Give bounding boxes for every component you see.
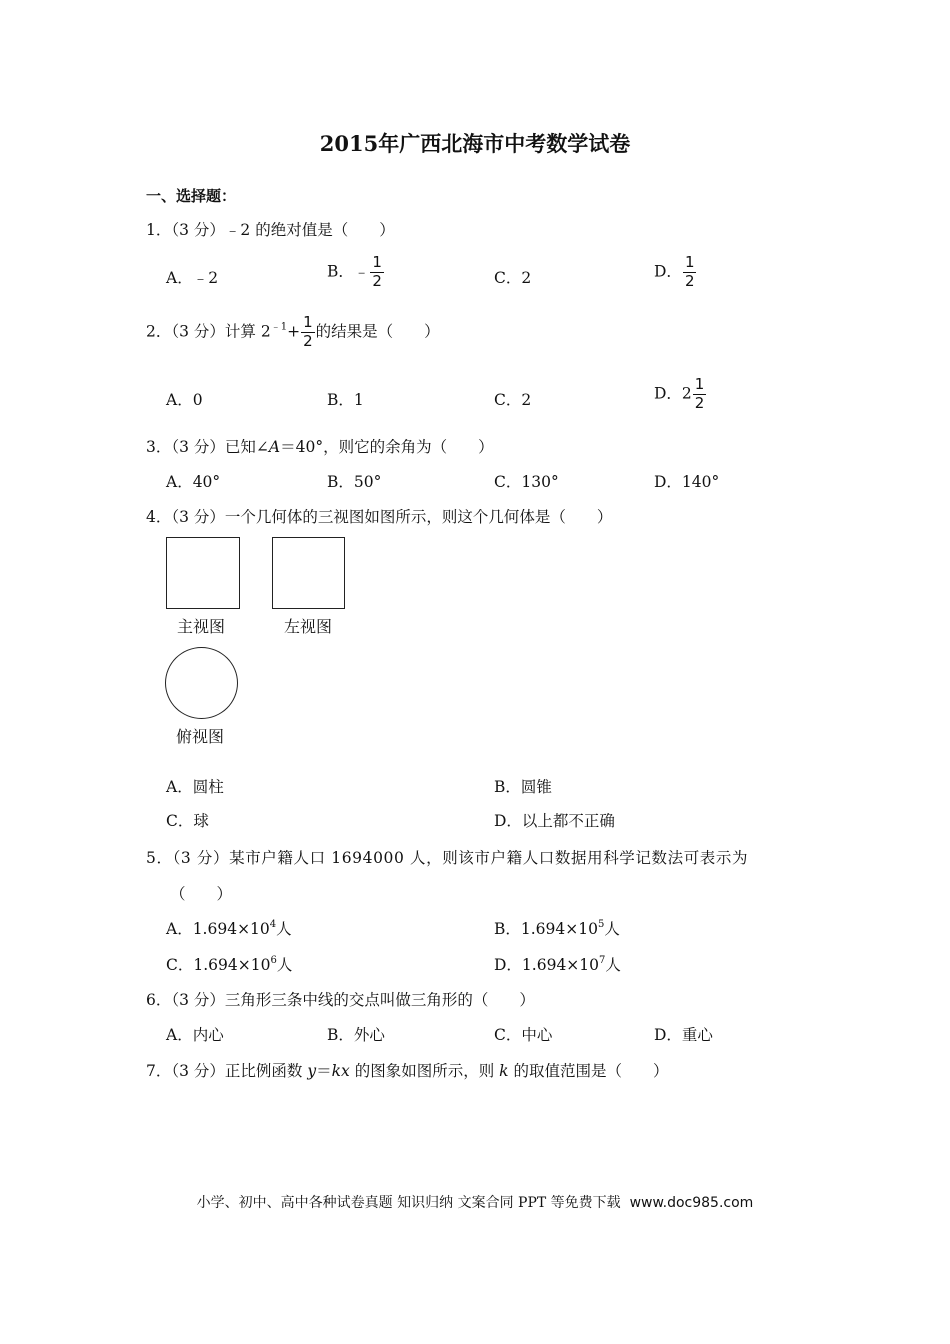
top-view-label: 俯视图 (176, 727, 225, 746)
question-4 (146, 505, 612, 527)
option-c: C．中心 (494, 1026, 553, 1044)
question-6 (146, 988, 535, 1010)
option-d (494, 953, 621, 975)
question-5 (146, 846, 748, 868)
question-2 (146, 315, 440, 350)
plus-sign: + (287, 322, 301, 341)
question-3 (146, 435, 494, 457)
question-stem-part: 的取值范围是（ ） (508, 1062, 669, 1080)
option-c: C．2 (494, 391, 532, 409)
question-stem-part: 的结果是（ ） (315, 322, 440, 341)
option-d: D．重心 (654, 1026, 713, 1044)
question-number: 3． (146, 438, 172, 456)
fraction-numerator: 1 (694, 375, 705, 393)
exponent: 5 (597, 919, 605, 930)
option-d (654, 377, 707, 412)
variable: y (307, 1062, 317, 1080)
front-view-label: 主视图 (177, 617, 226, 636)
question-score: （3 分） (171, 1062, 225, 1080)
fraction-numerator: 1 (372, 253, 382, 271)
option-c (166, 953, 292, 975)
option-c: C．130° (494, 473, 559, 491)
option-a: A．内心 (166, 1026, 224, 1044)
unit: 人 (605, 956, 621, 974)
option-d: D．以上都不正确 (494, 812, 615, 830)
option-b: B．50° (327, 473, 382, 491)
option-b (494, 917, 620, 939)
option-d (654, 255, 697, 290)
exponent: 7 (599, 955, 606, 966)
exponent: 4 (269, 919, 277, 930)
question-stem: ﹣2 的绝对值是（ ） (224, 221, 395, 239)
section-heading: 一、选择题： (146, 187, 237, 205)
option-a: A．40° (166, 473, 221, 491)
top-view-circle (165, 647, 238, 719)
unit: 人 (276, 920, 292, 938)
question-score: （3 分） (171, 438, 225, 456)
question-stem: 三角形三条中线的交点叫做三角形的（ ） (224, 991, 535, 1009)
option-b: B．1 (327, 391, 364, 409)
fraction-denominator: 2 (303, 331, 313, 350)
footer-site-link[interactable]: www.doc985.com (629, 1195, 754, 1211)
question-stem: 一个几何体的三视图如图所示，则这个几何体是（ ） (224, 508, 613, 526)
question-number: 1． (146, 221, 172, 239)
option-a: A．﹣2 (166, 269, 219, 287)
option-d-label: D．2 (654, 384, 692, 403)
question-5-continuation: （ ） (170, 885, 233, 903)
question-number: 4． (146, 508, 172, 526)
question-score: （3 分） (171, 322, 225, 341)
question-number: 2． (146, 322, 172, 341)
option-b: B．圆锥 (494, 778, 552, 796)
question-score: （3 分） (171, 221, 225, 239)
footer-text: 小学、初中、高中各种试卷真题 知识归纳 文案合同 PPT 等免费下载 (196, 1195, 621, 1211)
question-stem-part: ＝40°，则它的余角为（ ） (280, 438, 494, 456)
fraction-denominator: 2 (684, 271, 695, 290)
question-stem-part: 的图象如图所示，则 (349, 1062, 500, 1080)
fraction (693, 377, 707, 412)
question-stem-part: 已知∠ (224, 438, 269, 456)
question-1 (146, 218, 395, 240)
option-b: B．外心 (327, 1026, 385, 1044)
fraction-numerator: 1 (684, 253, 695, 271)
unit: 人 (276, 956, 293, 974)
option-c: C．2 (494, 269, 532, 287)
variable: k (499, 1062, 509, 1080)
left-view-square (272, 537, 345, 609)
question-number: 6． (146, 991, 172, 1009)
exponent: 6 (270, 955, 277, 966)
question-stem-part: 正比例函数 (224, 1062, 308, 1080)
unit: 人 (604, 920, 620, 938)
fraction-numerator: 1 (303, 313, 313, 331)
page-title: 2015年广西北海市中考数学试卷 (319, 131, 631, 156)
option-a: A．0 (166, 391, 203, 409)
fraction (301, 315, 315, 350)
equals-sign: ＝ (316, 1062, 332, 1080)
option-a: A．圆柱 (166, 778, 224, 796)
option-b-label: B．﹣ (327, 262, 370, 281)
fraction (370, 255, 384, 290)
question-stem: 某市户籍人口 1694000 人，则该市户籍人口数据用科学记数法可表示为 (229, 849, 749, 867)
left-view-label: 左视图 (284, 617, 333, 636)
front-view-square (166, 537, 240, 609)
variable: A (268, 438, 281, 456)
option-b (327, 255, 385, 290)
option-a (166, 917, 292, 939)
option-text: B．1.694×10 (494, 920, 598, 938)
variable: kx (331, 1062, 350, 1080)
page-footer (0, 1192, 950, 1212)
option-text: C．1.694×10 (166, 956, 271, 974)
question-7 (146, 1059, 668, 1081)
fraction (683, 255, 697, 290)
option-c: C．球 (166, 812, 209, 830)
question-score: （3 分） (171, 991, 225, 1009)
fraction-denominator: 2 (372, 271, 382, 290)
fraction-denominator: 2 (694, 393, 705, 412)
question-score: （3 分） (171, 508, 225, 526)
option-text: A．1.694×10 (166, 920, 270, 938)
question-number: 7． (146, 1062, 172, 1080)
question-stem-part: 计算 2 (224, 322, 271, 341)
option-d: D．140° (654, 473, 720, 491)
question-score: （3 分） (172, 849, 230, 867)
exponent: ﹣1 (270, 321, 288, 333)
option-d-label: D． (654, 262, 682, 281)
question-number: 5． (146, 849, 173, 867)
option-text: D．1.694×10 (494, 956, 600, 974)
